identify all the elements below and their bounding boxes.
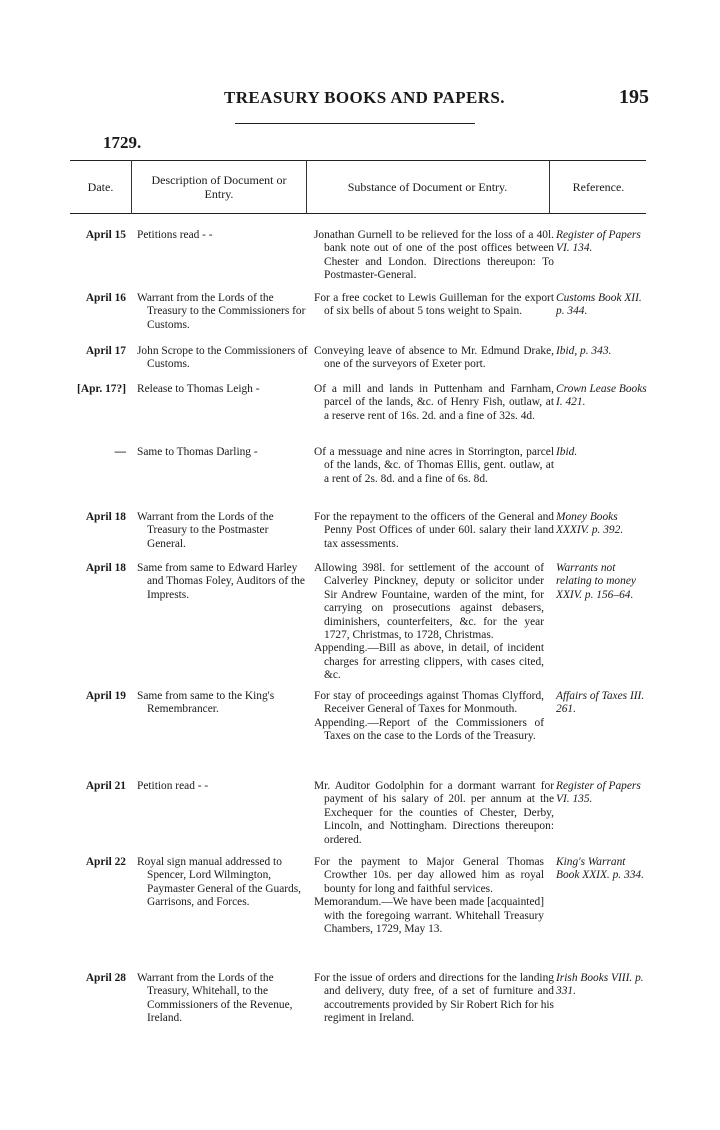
entry-substance: Of a mill and lands in Puttenham and Farnham, parcel of the lands, &c. of Henry Fish, outlaw, at a reserve rent of 16s. 2d. and a fine of 32s. 4d. [314,383,554,422]
entry-substance: Conveying leave of absence to Mr. Edmund Drake, one of the surveyors of Exeter port. [314,345,554,371]
entry-date: April 19 [85,690,126,702]
entry-date: April 21 [85,780,126,792]
entry-substance-block [314,562,544,683]
entry-appending: Appending.—Report of the Commissioners of Taxes on the case to the Lords of the Treasury. [314,716,544,743]
entry-reference: Warrants not relating to money XXIV. p. 156–64. [556,562,636,601]
entry-memorandum: Memorandum.—We have been made [acquainted] with the foregoing warrant. Whitehall Treasury Chambers, 1729, May 13. [314,896,544,936]
column-divider [131,160,132,214]
entry-date: April 15 [85,229,126,241]
entry-substance: Allowing 398l. for settlement of the account of Calverley Pinckney, deputy or solicitor under Sir Andrew Fountaine, warden of the mint, for carrying on prosecutions against debasers, diminishers, counterfeiters, &c. for the year 1727, Christmas, to 1728, Christmas. [314,562,544,642]
entry-date: [Apr. 17?] [77,383,126,395]
column-header-description: Description of Document or Entry. [151,172,287,201]
entry-reference: Irish Books VIII. p. 331. [556,972,644,998]
entry-description: Warrant from the Lords of the Treasury to the Commissioners for Customs. [137,292,306,331]
page-number: 195 [619,86,649,108]
entry-substance: For a free cocket to Lewis Guilleman for the export of six bells of about 5 tons weight to Spain. [314,292,554,318]
entry-description: Same from same to the King's Remembrancer. [137,690,275,716]
entry-date: April 18 [85,562,126,574]
entry-reference: Customs Book XII. p. 344. [556,292,642,318]
running-title: TREASURY BOOKS AND PAPERS. [224,88,505,107]
entry-reference: Money Books XXXIV. p. 392. [556,511,624,537]
header-rule [235,123,475,124]
entry-reference: Ibid. [556,446,578,458]
entry-description: Royal sign manual addressed to Spencer, Lord Wilmington, Paymaster General of the Guards, Garrisons, and Forces. [137,856,302,909]
entry-reference: Crown Lease Books I. 421. [556,383,647,409]
entry-description: Warrant from the Lords of the Treasury, Whitehall, to the Commissioners of the Revenue, Ireland. [137,972,293,1025]
entry-appending: Appending.—Bill as above, in detail, of incident charges for arresting clippers, with cases cited, &c. [314,642,544,682]
entry-reference: Ibid, p. 343. [556,345,612,357]
entry-reference: Affairs of Taxes III. 261. [556,690,645,716]
entry-description: Release to Thomas Leigh - [137,383,260,395]
entry-reference: Register of Papers VI. 134. [556,229,641,255]
entry-substance: For the repayment to the officers of the General and Penny Post Offices of under 60l. salary their land tax assessments. [314,511,554,550]
entry-reference: King's Warrant Book XXIX. p. 334. [556,856,644,882]
table-header-rule [70,213,646,214]
entry-description: Petition read - - [137,780,209,792]
entry-description: Warrant from the Lords of the Treasury to the Postmaster General. [137,511,274,550]
entry-substance: Mr. Auditor Godolphin for a dormant warrant for payment of his salary of 20l. per annum at the Exchequer for the counties of Chester, Derby, Lincoln, and Nottingham. Directions thereupon: ordered. [314,780,554,846]
entry-date: April 18 [85,511,126,523]
entry-date: April 17 [85,345,126,357]
entry-description: John Scrope to the Commissioners of Customs. [137,345,308,371]
entry-substance-block [314,690,544,744]
year-heading: 1729. [103,133,142,152]
entry-substance: For stay of proceedings against Thomas Clyfford, Receiver General of Taxes for Monmouth. [314,690,544,716]
entry-substance: Jonathan Gurnell to be relieved for the loss of a 40l. bank note out of one of the post offices between Chester and London. Directions thereupon: To Postmaster-General. [314,229,554,282]
entry-substance: For the issue of orders and directions for the landing and delivery, duty free, of a set of furniture and accoutrements provided by Sir Robert Rich for his regiment in Ireland. [314,972,554,1025]
entry-description: Petitions read - - [137,229,213,241]
entry-date: April 16 [85,292,126,304]
entry-reference: Register of Papers VI. 135. [556,780,641,806]
column-header-substance: Substance of Document or Entry. [347,179,508,194]
entry-substance: Of a messuage and nine acres in Storrington, parcel of the lands, &c. of Thomas Ellis, gent. outlaw, at a rent of 2s. 8d. and a fine of 6s. 8d. [314,446,554,485]
entry-substance-block [314,856,544,936]
entry-date: April 22 [85,856,126,868]
entry-description: Same from same to Edward Harley and Thomas Foley, Auditors of the Imprests. [137,562,305,601]
entry-date: — [114,446,126,458]
entry-date: April 28 [85,972,126,984]
column-header-reference: Reference. [572,179,625,194]
page-header [0,88,720,112]
entry-description: Same to Thomas Darling - [137,446,258,458]
column-header-date: Date. [87,179,114,194]
entry-substance: For the payment to Major General Thomas Crowther 10s. per day allowed him as royal bounty for long and faithful services. [314,856,544,895]
